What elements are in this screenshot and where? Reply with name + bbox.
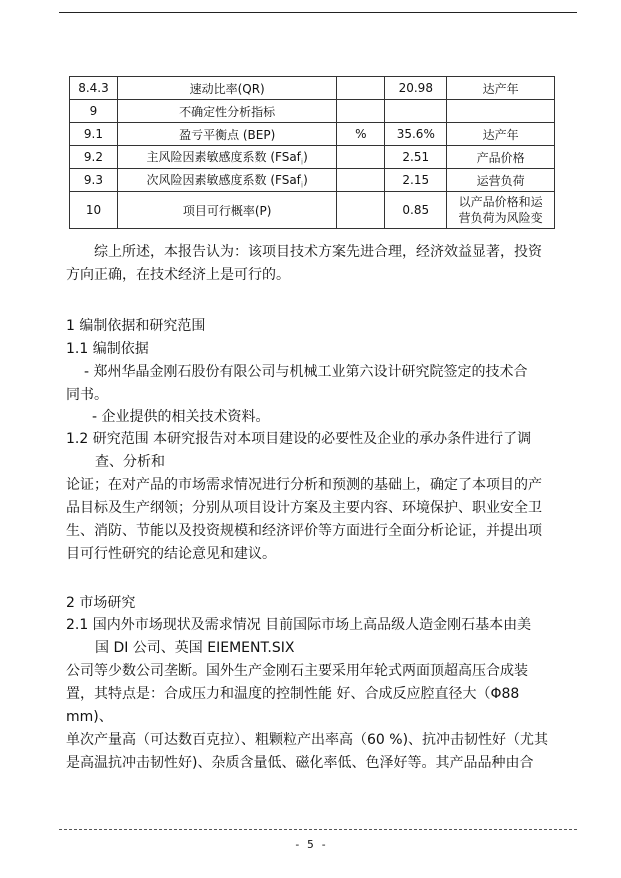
text-line: 是高温抗冲击韧性好)、杂质含量低、磁化率低、色泽好等。其产品品种由合: [66, 755, 534, 771]
row-name: [117, 169, 336, 192]
text-line: 2.1 国内外市场现状及需求情况 目前国际市场上高品级人造金刚石基本由美: [66, 617, 532, 633]
subsection-heading: 1.1 编制依据: [66, 341, 149, 357]
row-value: 2.15: [385, 169, 447, 192]
row-name-text: 次风险因素敏感度系数 (FSaf: [146, 172, 301, 187]
text-line: 公司等少数公司垄断。国外生产金刚石主要采用年轮式两面顶超高压合成装: [66, 663, 528, 679]
row-name-text: 主风险因素敏感度系数 (FSaf: [146, 149, 301, 164]
row-name-subscript: i: [300, 180, 304, 190]
text-line: 查、分析和: [95, 454, 165, 470]
section-heading: 2 市场研究: [66, 595, 136, 611]
text-line: 单次产量高（可达数百克拉）、粗颗粒产出率高（60 %)、抗冲击韧性好（尤其: [66, 732, 549, 748]
row-name: 速动比率(QR): [117, 77, 336, 100]
row-no: 10: [70, 192, 118, 229]
table-row: [70, 123, 555, 146]
row-name-subscript: i: [300, 157, 304, 167]
row-unit: [337, 146, 385, 169]
text-line: 论证；在对产品的市场需求情况进行分析和预测的基础上，确定了本项目的产: [66, 477, 542, 493]
row-remark: [447, 192, 555, 229]
row-remark: 达产年: [447, 77, 555, 100]
subsection-heading: [66, 614, 562, 660]
row-value: [385, 100, 447, 123]
row-no: 9.1: [70, 123, 118, 146]
row-name: 不确定性分析指标: [117, 100, 336, 123]
text-line: 综上所述，本报告认为：该项目技术方案先进合理，经济效益显著，投资: [94, 244, 542, 260]
row-name: 项目可行概率(P): [117, 192, 336, 229]
row-unit: %: [337, 123, 385, 146]
row-unit: [337, 100, 385, 123]
paragraph: [66, 660, 562, 775]
section-heading: 1 编制依据和研究范围: [66, 318, 206, 334]
table-row: [70, 146, 555, 169]
list-item: [66, 406, 562, 429]
footer-rule: [59, 829, 577, 830]
text-line: 品目标及生产纲领；分别从项目设计方案及主要内容、环境保护、职业安全卫: [66, 500, 542, 516]
text-line: 方向正确，在技术经济上是可行的。: [66, 267, 290, 283]
metrics-table: [69, 76, 555, 229]
row-remark-line: 营负荷为风险变: [458, 211, 543, 225]
header-rule: [59, 12, 577, 13]
conclusion-paragraph: [66, 241, 562, 287]
row-remark: 运营负荷: [447, 169, 555, 192]
table-row: [70, 169, 555, 192]
row-value: 35.6%: [385, 123, 447, 146]
table-row: [70, 77, 555, 100]
row-name-close: ): [303, 149, 308, 164]
list-item: [66, 361, 562, 407]
text-line: - 郑州华晶金刚石股份有限公司与机械工业第六设计研究院签定的技术合: [84, 364, 528, 380]
table-row: [70, 100, 555, 123]
row-name: [117, 146, 336, 169]
page-number: - 5 -: [293, 838, 328, 851]
subsection-heading: [66, 428, 562, 474]
row-unit: [337, 77, 385, 100]
text-line: - 企业提供的相关技术资料。: [92, 409, 270, 425]
row-remark-line: 以产品价格和运: [458, 195, 543, 209]
row-no: 9: [70, 100, 118, 123]
row-no: 9.2: [70, 146, 118, 169]
text-line: 1.2 研究范围 本研究报告对本项目建设的必要性及企业的承办条件进行了调: [66, 431, 532, 447]
paragraph: [66, 474, 562, 566]
row-value: 0.85: [385, 192, 447, 229]
row-name-close: ): [303, 172, 308, 187]
row-no: 9.3: [70, 169, 118, 192]
text-line: 生、消防、节能以及投资规模和经济评价等方面进行全面分析论证，并提出项: [66, 523, 542, 539]
row-value: 20.98: [385, 77, 447, 100]
row-remark: 产品价格: [447, 146, 555, 169]
row-remark: [447, 100, 555, 123]
row-remark: 达产年: [447, 123, 555, 146]
row-no: 8.4.3: [70, 77, 118, 100]
text-line: 置，其特点是：合成压力和温度的控制性能 好、合成反应腔直径大（Φ88 mm)、: [66, 686, 520, 725]
text-line: 同书。: [66, 387, 108, 403]
row-value: 2.51: [385, 146, 447, 169]
row-name: 盈亏平衡点 (BEP): [117, 123, 336, 146]
text-line: 目可行性研究的结论意见和建议。: [66, 546, 276, 562]
row-unit: [337, 169, 385, 192]
row-unit: [337, 192, 385, 229]
table-row: [70, 192, 555, 229]
text-line: 国 DI 公司、英国 EIEMENT.SIX: [95, 640, 295, 656]
